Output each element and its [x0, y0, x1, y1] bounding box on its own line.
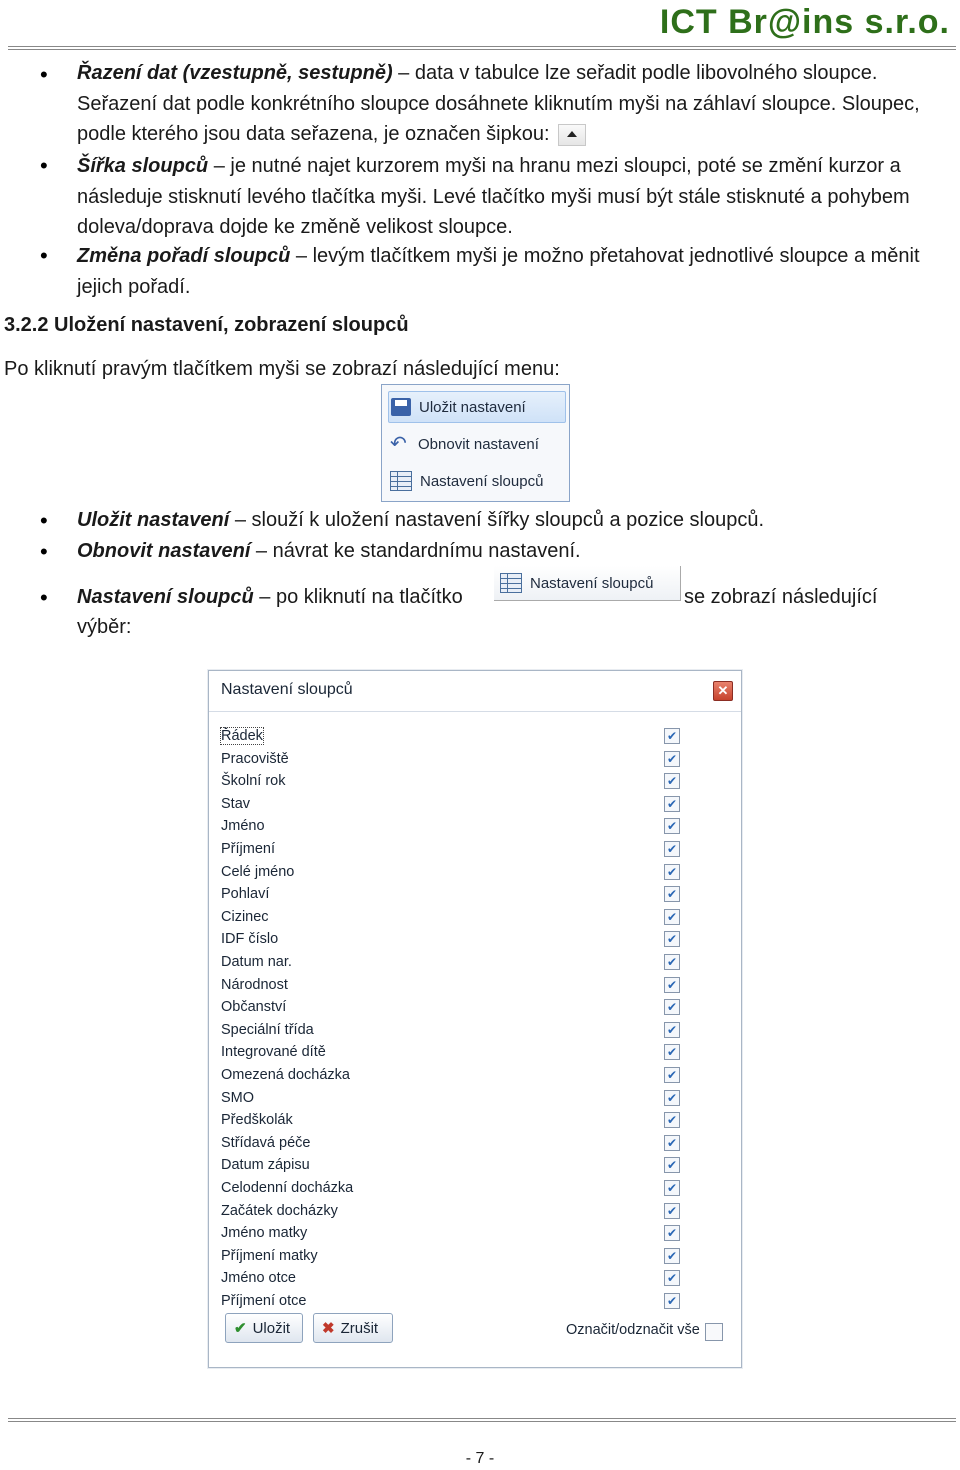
footer-rule: [8, 1418, 956, 1422]
bullet-dot: •: [40, 585, 48, 610]
bullet-sorting: [77, 58, 946, 150]
column-option-checkbox[interactable]: ✔: [664, 1067, 680, 1083]
cancel-button-label: Zrušit: [340, 1319, 379, 1337]
column-option-label: Stav: [221, 795, 251, 812]
text-sorting: – data v tabulce lze seřadit podle libovolného sloupce. Seřazení dat podle konkrétního sloupce dosáhnete kliknutím myši na záhlaví sloupce. Sloupec, podle kterého jsou data seřazena, je označen šipkou:: [77, 62, 920, 145]
column-option-row[interactable]: [221, 1132, 681, 1154]
column-option-checkbox[interactable]: ✔: [664, 1203, 680, 1219]
text-restore-settings: – návrat ke standardnímu nastavení.: [250, 540, 581, 562]
column-option-label: Speciální třída: [221, 1021, 314, 1038]
column-option-row[interactable]: [221, 1087, 681, 1109]
column-option-row[interactable]: [221, 996, 681, 1018]
context-menu: [381, 384, 570, 502]
column-option-row[interactable]: [221, 793, 681, 815]
section-heading: 3.2.2 Uložení nastavení, zobrazení sloupců: [4, 314, 409, 336]
column-option-checkbox[interactable]: ✔: [664, 1180, 680, 1196]
column-option-row[interactable]: [221, 906, 681, 928]
column-option-row[interactable]: [221, 974, 681, 996]
bullet-dot: •: [40, 508, 48, 533]
column-option-checkbox[interactable]: ✔: [664, 931, 680, 947]
column-option-label: Příjmení matky: [221, 1247, 318, 1264]
grid-icon: [500, 573, 522, 593]
column-option-row[interactable]: [221, 815, 681, 837]
column-option-label: Začátek docházky: [221, 1202, 338, 1219]
column-option-row[interactable]: [221, 838, 681, 860]
column-option-checkbox[interactable]: ✔: [664, 886, 680, 902]
cancel-button[interactable]: [313, 1313, 393, 1343]
column-option-label: Omezená docházka: [221, 1067, 350, 1083]
column-option-label: Cizinec: [221, 908, 269, 925]
checkmark-icon: ✔: [234, 1320, 247, 1337]
dialog-divider: [209, 711, 741, 712]
column-option-checkbox[interactable]: ✔: [664, 818, 680, 834]
column-option-row[interactable]: [221, 1154, 681, 1176]
column-option-checkbox[interactable]: ✔: [664, 1044, 680, 1060]
term-column-order: Změna pořadí sloupců: [77, 245, 291, 267]
column-option-row[interactable]: [221, 1109, 681, 1131]
column-option-row[interactable]: [221, 1200, 681, 1222]
menu-item-column-settings[interactable]: [388, 466, 564, 496]
column-option-row[interactable]: [221, 725, 681, 747]
column-option-row[interactable]: [221, 861, 681, 883]
term-column-settings: Nastavení sloupců: [77, 586, 254, 608]
column-option-label: Datum nar.: [221, 954, 292, 970]
column-option-row[interactable]: [221, 1177, 681, 1199]
close-icon[interactable]: ✕: [713, 681, 733, 701]
bullet-save-settings: [77, 505, 946, 536]
bullet-column-settings: [77, 582, 497, 613]
column-option-checkbox[interactable]: ✔: [664, 1022, 680, 1038]
cross-icon: ✖: [322, 1320, 335, 1337]
column-option-label: Předškolák: [221, 1112, 293, 1129]
bullet-dot: •: [40, 539, 48, 564]
text-after-button: se zobrazí následující: [684, 586, 878, 608]
column-option-row[interactable]: [221, 883, 681, 905]
column-option-checkbox[interactable]: ✔: [664, 1135, 680, 1151]
column-option-checkbox[interactable]: ✔: [664, 796, 680, 812]
bullet-restore-settings: [77, 536, 946, 567]
text-column-settings: – po kliknutí na tlačítko: [253, 586, 463, 608]
term-restore-settings: Obnovit nastavení: [77, 540, 251, 562]
column-option-checkbox[interactable]: ✔: [664, 728, 680, 744]
bullet-dot: •: [40, 243, 48, 268]
column-option-row[interactable]: [221, 748, 681, 770]
column-option-checkbox[interactable]: ✔: [664, 841, 680, 857]
column-option-row[interactable]: [221, 770, 681, 792]
column-settings-button[interactable]: [494, 566, 681, 601]
page-number: - 7 -: [465, 1450, 495, 1467]
text-column-order: – levým tlačítkem myši je možno přetahovat jednotlivé sloupce a měnit jejich pořadí.: [77, 245, 920, 298]
company-logo: ICT Br@ins s.r.o.: [659, 3, 950, 41]
column-option-checkbox[interactable]: ✔: [664, 1248, 680, 1264]
column-option-checkbox[interactable]: ✔: [664, 1225, 680, 1241]
column-option-row[interactable]: [221, 1064, 681, 1086]
select-all-checkbox[interactable]: [705, 1323, 723, 1341]
bullet-dot: •: [40, 153, 48, 178]
column-option-checkbox[interactable]: ✔: [664, 751, 680, 767]
column-option-label: Celodenní docházka: [221, 1180, 354, 1196]
column-option-checkbox[interactable]: ✔: [664, 1112, 680, 1128]
column-option-label: Datum zápisu: [221, 1157, 310, 1174]
column-option-label: Řádek: [221, 728, 263, 744]
column-option-checkbox[interactable]: ✔: [664, 977, 680, 993]
column-option-checkbox[interactable]: ✔: [664, 909, 680, 925]
menu-item-label: Nastavení sloupců: [420, 472, 544, 490]
column-option-label: Národnost: [221, 976, 288, 993]
column-option-checkbox[interactable]: ✔: [664, 1293, 680, 1309]
menu-item-save-settings[interactable]: [388, 391, 566, 423]
column-option-label: Příjmení otce: [221, 1293, 307, 1309]
column-option-checkbox[interactable]: ✔: [664, 1090, 680, 1106]
column-option-row[interactable]: [221, 1267, 681, 1289]
intro-text: Po kliknutí pravým tlačítkem myši se zobrazí následující menu:: [4, 358, 560, 380]
text-column-width: – je nutné najet kurzorem myši na hranu mezi sloupci, poté se změní kurzor a následuje stisknutí levého tlačítka myši. Levé tlačítko myši musí být stále stisknuté a pohybem doleva/doprava dojde ke změně velikost sloupce.: [77, 155, 910, 238]
column-option-label: Příjmení: [221, 841, 275, 857]
text-save-settings: – slouží k uložení nastavení šířky sloupců a pozice sloupců.: [229, 509, 765, 531]
column-option-label: Celé jméno: [221, 863, 295, 880]
bullet-column-width: [77, 151, 946, 243]
bullet-dot: •: [40, 62, 48, 87]
column-option-label: Školní rok: [221, 773, 286, 790]
undo-icon: [390, 435, 410, 453]
column-option-label: Střídavá péče: [221, 1134, 311, 1151]
column-option-checkbox[interactable]: ✔: [664, 999, 680, 1015]
column-option-label: Jméno otce: [221, 1270, 296, 1287]
menu-item-label: Obnovit nastavení: [418, 435, 539, 453]
text-selection: výběr:: [77, 616, 132, 638]
column-option-checkbox[interactable]: ✔: [664, 864, 680, 880]
column-option-label: IDF číslo: [221, 931, 279, 948]
column-option-row[interactable]: [221, 928, 681, 950]
column-option-label: Jméno: [221, 818, 265, 835]
column-option-label: Jméno matky: [221, 1225, 308, 1242]
column-option-row[interactable]: [221, 1041, 681, 1063]
menu-item-label: Uložit nastavení: [419, 398, 526, 416]
column-option-row[interactable]: [221, 1019, 681, 1041]
dialog-title: Nastavení sloupců: [221, 681, 353, 698]
column-option-row[interactable]: [221, 1222, 681, 1244]
column-option-label: Pracoviště: [221, 750, 289, 767]
column-option-label: Pohlaví: [221, 886, 270, 903]
column-option-row[interactable]: [221, 951, 681, 973]
save-button-label: Uložit: [252, 1319, 291, 1337]
grid-icon: [390, 471, 412, 491]
menu-item-restore-settings[interactable]: [388, 429, 564, 459]
term-column-width: Šířka sloupců: [77, 155, 209, 177]
column-settings-button-label: Nastavení sloupců: [530, 574, 654, 592]
save-icon: [391, 398, 411, 416]
save-button[interactable]: [225, 1313, 303, 1343]
column-option-row[interactable]: [221, 1245, 681, 1267]
bullet-column-order: [77, 241, 946, 302]
sort-arrow-icon: [558, 124, 586, 146]
column-settings-dialog: [208, 670, 742, 1368]
column-option-label: Integrované dítě: [221, 1044, 326, 1061]
column-option-row[interactable]: [221, 1290, 681, 1312]
term-sorting: Řazení dat (vzestupně, sestupně): [77, 62, 393, 84]
column-option-checkbox[interactable]: ✔: [664, 1270, 680, 1286]
column-option-label: Občanství: [221, 999, 287, 1016]
select-all-label: Označit/odznačit vše: [566, 1322, 700, 1338]
column-option-label: SMO: [221, 1089, 255, 1106]
header-rule: [8, 46, 956, 50]
column-option-checkbox[interactable]: ✔: [664, 773, 680, 789]
column-option-checkbox[interactable]: ✔: [664, 1157, 680, 1173]
column-option-checkbox[interactable]: ✔: [664, 954, 680, 970]
term-save-settings: Uložit nastavení: [77, 509, 230, 531]
